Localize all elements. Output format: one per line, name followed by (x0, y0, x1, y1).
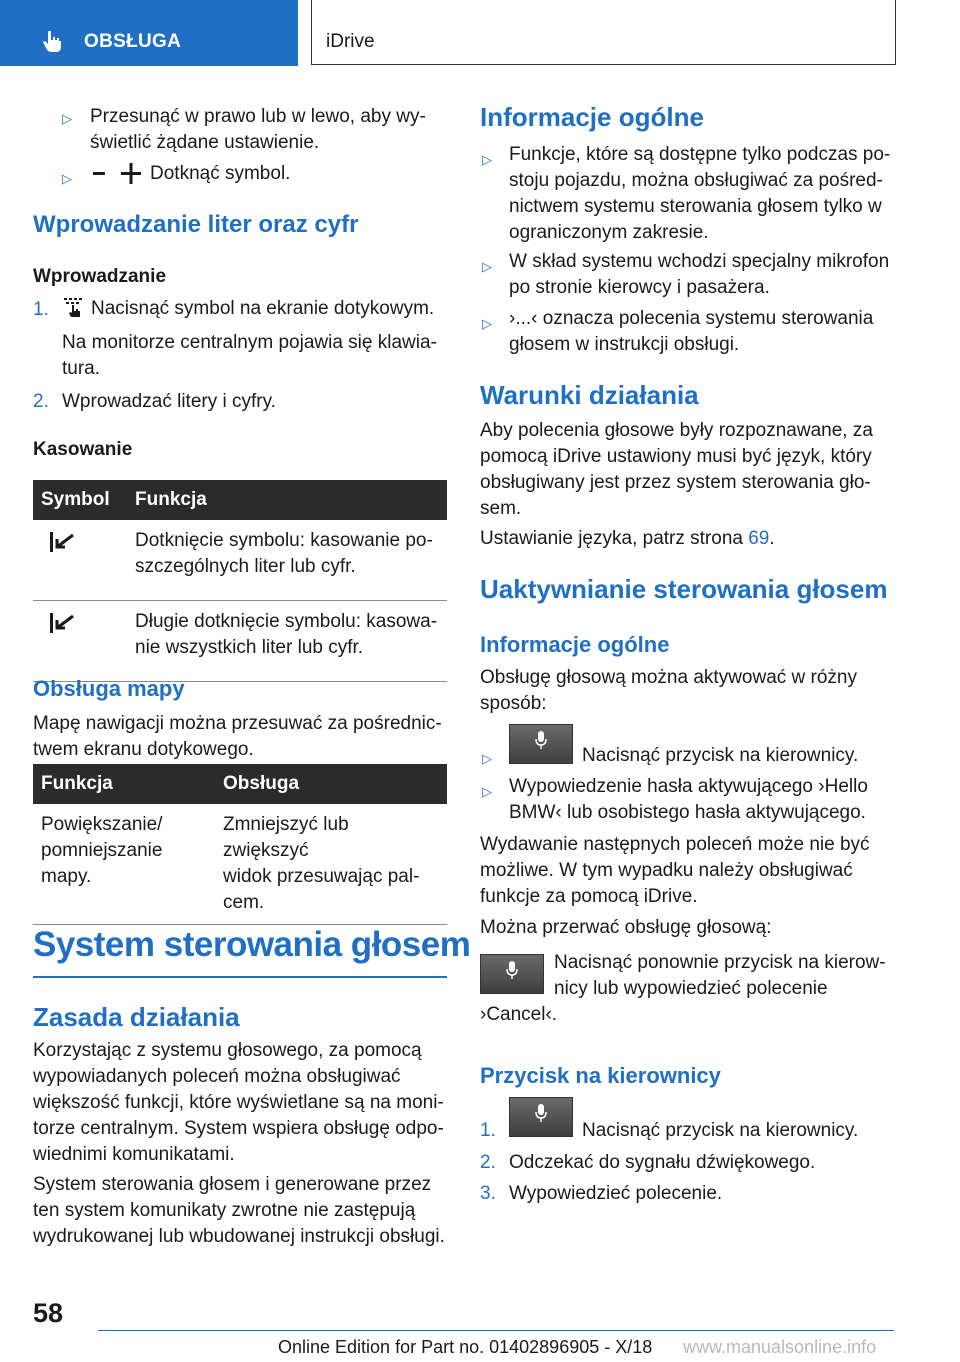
cell-line: nie wszystkich liter lub cyfr. (135, 637, 364, 658)
step-text: Nacisnąć przycisk na kierownicy. (582, 1120, 859, 1141)
section-tab (0, 0, 298, 66)
bullet-triangle-icon: ▷ (482, 784, 492, 799)
paragraph-line: Funkcje, które są dostępne tylko podczas po- (509, 144, 891, 165)
paragraph-line: Ustawianie języka, patrz strona (480, 528, 749, 549)
cell-line: Długie dotknięcie symbolu: kasowa- (135, 611, 438, 632)
paragraph-line: Mapę nawigacji można przesuwać za pośrednic- (33, 713, 442, 734)
punctuation: . (769, 528, 775, 549)
microphone-icon (505, 960, 519, 988)
paragraph-line: sem. (480, 498, 522, 519)
paragraph-line: Nacisnąć ponownie przycisk na kierow- (554, 952, 886, 973)
bullet-text: Dotknąć symbol. (150, 163, 291, 184)
table-row (33, 520, 447, 601)
paragraph-line: Wydawanie następnych poleceń może nie być (480, 834, 870, 855)
cell-line: Dotknięcie symbolu: kasowanie po- (135, 530, 433, 551)
table-cell (215, 804, 447, 925)
bullet-triangle-icon: ▷ (62, 171, 72, 186)
table-row (33, 601, 447, 682)
bullet-text: świetlić żądane ustawienie. (90, 132, 320, 153)
cell-line: pomniejszanie (41, 840, 163, 861)
paragraph-line: wydrukowanej lub wbudowanej instrukcji obsługi. (33, 1226, 445, 1247)
bullet-text: Przesunąć w prawo lub w lewo, aby wy- (90, 106, 426, 127)
chapter-heading: System sterowania głosem (33, 925, 471, 964)
plus-icon (120, 163, 142, 193)
bullet-text: BMW‹ lub osobistego hasła aktywującego. (509, 802, 866, 823)
bullet-triangle-icon: ▷ (482, 751, 492, 766)
step-text: Wypowiedzieć polecenie. (509, 1183, 723, 1204)
paragraph-line: Aby polecenia głosowe były rozpoznawane, za (480, 420, 873, 441)
backspace-icon (41, 619, 77, 640)
microphone-icon (534, 1103, 548, 1131)
edition-text: Online Edition for Part no. 01402896905 - X/18 (278, 1337, 653, 1357)
paragraph-line: Można przerwać obsługę głosową: (480, 917, 772, 938)
paragraph-line: torze centralnym. System wspiera obsługę odpo- (33, 1118, 444, 1139)
section-heading: Warunki działania (480, 380, 699, 410)
paragraph-line: ograniczonym zakresie. (509, 222, 709, 243)
cell-line: cem. (223, 892, 265, 913)
chapter-label: iDrive (326, 31, 375, 52)
table-cell (33, 601, 127, 682)
paragraph-line: wiednimi komunikatami. (33, 1144, 235, 1165)
paragraph-line: po stronie kierowcy i pasażera. (509, 277, 770, 298)
step-text: Nacisnąć symbol na ekranie dotykowym. (91, 298, 435, 319)
subheading: Kasowanie (33, 439, 133, 460)
cell-line: Powiększanie/ (41, 814, 163, 835)
paragraph-line: ›Cancel‹. (480, 1004, 558, 1025)
paragraph-line: ten system komunikaty zwrotne nie zastępują (33, 1200, 416, 1221)
table-header: Symbol (33, 480, 127, 520)
paragraph-line: funkcje za pomocą iDrive. (480, 886, 698, 907)
footer-rule (98, 1330, 894, 1331)
paragraph (480, 526, 775, 552)
step-number: 2. (33, 391, 49, 412)
table-cell (33, 520, 127, 601)
table-header: Funkcja (33, 764, 215, 804)
paragraph-line: ›...‹ oznacza polecenia systemu sterowania (509, 308, 874, 329)
bullet-triangle-icon: ▷ (482, 259, 492, 274)
table-header: Obsługa (215, 764, 447, 804)
paragraph (33, 1172, 453, 1250)
heading-rule (33, 976, 447, 978)
map-table (33, 764, 447, 925)
paragraph (480, 418, 900, 522)
table-row (33, 804, 447, 925)
cell-line: Zmniejszyć lub zwiększyć (223, 814, 349, 861)
step-number: 2. (480, 1152, 496, 1173)
paragraph-line: Korzystając z systemu głosowego, za pomocą (33, 1040, 422, 1061)
paragraph-line: większość funkcji, które wyświetlane są na moni- (33, 1092, 444, 1113)
cell-line: szczególnych liter lub cyfr. (135, 556, 356, 577)
bullet-text (509, 142, 899, 246)
section-heading: Obsługa mapy (33, 676, 185, 701)
bullet-triangle-icon: ▷ (482, 316, 492, 331)
paragraph-line: obsługiwany jest przez system sterowania gło- (480, 472, 871, 493)
cell-line: widok przesuwając pal- (223, 866, 420, 887)
step-number: 1. (480, 1120, 496, 1141)
paragraph-line: W skład systemu wchodzi specjalny mikrofon (509, 251, 890, 272)
step-note: Na monitorze centralnym pojawia się klawia- (62, 332, 437, 353)
table-cell (33, 804, 215, 925)
bullet-text: Wypowiedzenie hasła aktywującego ›Hello (509, 776, 868, 797)
paragraph (480, 832, 900, 910)
paragraph-line: Obsługę głosową można aktywować w różny (480, 667, 858, 688)
paragraph-line: twem ekranu dotykowego. (33, 739, 254, 760)
paragraph-line: możliwe. W tym wypadku należy obsługiwać (480, 860, 853, 881)
subheading: Informacje ogólne (480, 632, 670, 657)
mic-button-image (509, 1097, 573, 1137)
step-note: tura. (62, 358, 101, 379)
paragraph-line: nicy lub wypowiedzieć polecenie (554, 978, 828, 999)
page-number: 58 (33, 1298, 64, 1328)
paragraph-line: stoju pojazdu, można obsługiwać za pośred- (509, 170, 883, 191)
bullet-triangle-icon: ▷ (482, 152, 492, 167)
page-link[interactable]: 69 (748, 528, 770, 549)
paragraph-line: sposób: (480, 693, 547, 714)
table-header: Funkcja (127, 480, 447, 520)
cell-line: mapy. (41, 866, 92, 887)
section-heading: Wprowadzanie liter oraz cyfr (33, 211, 359, 238)
paragraph-line: głosem w instrukcji obsługi. (509, 334, 740, 355)
hand-touch-icon (40, 28, 66, 62)
table-cell (127, 520, 447, 601)
step-text: Odczekać do sygnału dźwiękowego. (509, 1152, 816, 1173)
mic-button-image (509, 724, 573, 764)
backspace-icon (41, 538, 77, 559)
mic-button-image (480, 954, 544, 994)
table-cell (127, 601, 447, 682)
delete-table (33, 480, 447, 682)
paragraph-line: wypowiadanych poleceń można obsługiwać (33, 1066, 401, 1087)
bullet-text (509, 249, 899, 301)
paragraph-line: nictwem systemu sterowania głosem tylko w (509, 196, 882, 217)
paragraph-line: System sterowania głosem i generowane przez (33, 1174, 432, 1195)
bullet-text (509, 306, 899, 358)
step-number: 1. (33, 299, 49, 320)
paragraph-line: pomocą iDrive ustawiony musi być język, który (480, 446, 872, 467)
section-heading: Zasada działania (33, 1002, 240, 1032)
keyboard-icon (62, 296, 86, 326)
minus-icon (92, 163, 106, 191)
bullet-triangle-icon: ▷ (62, 111, 72, 126)
bullet-text: Nacisnąć przycisk na kierownicy. (582, 745, 859, 766)
section-label: OBSŁUGA (84, 31, 182, 52)
paragraph (33, 1038, 453, 1168)
step-number: 3. (480, 1183, 496, 1204)
section-heading: Przycisk na kierownicy (480, 1063, 721, 1088)
subheading: Wprowadzanie (33, 266, 167, 287)
chapter-box (311, 0, 896, 65)
watermark-text: www.manualsonline.info (683, 1337, 877, 1357)
section-heading: Informacje ogólne (480, 102, 704, 132)
microphone-icon (534, 730, 548, 758)
section-heading: Uaktywnianie sterowania głosem (480, 574, 888, 604)
step-text: Wprowadzać litery i cyfry. (62, 391, 276, 412)
